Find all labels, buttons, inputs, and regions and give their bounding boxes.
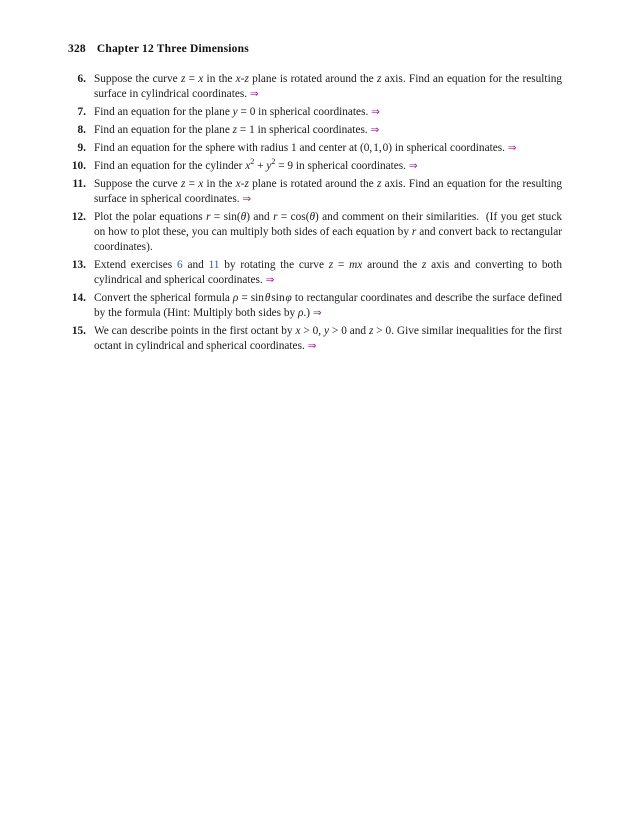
exercise-item — [68, 291, 562, 321]
exercise-item — [68, 210, 562, 255]
exercise-item — [68, 177, 562, 207]
exercise-text: Suppose the curve z = x in the x-z plane is rotated around the z axis. Find an equation for the resulting surface in spherical coordinates. ⇒ — [94, 178, 563, 206]
exercise-item — [68, 141, 562, 156]
exercise-number: 14. — [71, 292, 86, 305]
exercise-text: Plot the polar equations r = sin(θ) and r = cos(θ) and comment on their similarities. (If you get stuck on how to plot these, you can multiply both sides of each equation by r and convert back to rectangular coordinates). — [94, 211, 562, 254]
exercise-number: 10. — [71, 160, 86, 173]
exercise-number: 15. — [71, 325, 86, 338]
exercise-item — [68, 72, 562, 102]
exercise-item — [68, 324, 562, 354]
page-header — [68, 43, 249, 55]
exercise-number: 9. — [77, 142, 86, 155]
exercise-text: Suppose the curve z = x in the x-z plane is rotated around the z axis. Find an equation for the resulting surface in cylindrical coordinates. ⇒ — [94, 73, 563, 101]
chapter-title: Chapter 12 Three Dimensions — [96, 43, 249, 55]
exercise-text: We can describe points in the first octant by x > 0, y > 0 and z > 0. Give similar inequalities for the first octant in cylindrical and spherical coordinates. ⇒ — [94, 325, 562, 353]
exercise-number: 6. — [77, 73, 86, 85]
exercise-item — [68, 258, 562, 288]
exercise-item — [68, 159, 562, 174]
exercise-number: 13. — [71, 259, 86, 272]
exercise-item — [68, 105, 562, 120]
page-number: 328 — [68, 43, 86, 55]
exercise-number: 7. — [77, 106, 86, 119]
exercise-list — [68, 72, 562, 357]
exercise-text: Convert the spherical formula ρ = sin θ sin φ to rectangular coordinates and describe the surface defined by the formula (Hint: Multiply both sides by ρ.) ⇒ — [94, 292, 562, 320]
exercise-text: Find an equation for the plane y = 0 in spherical coordinates. ⇒ — [94, 106, 380, 119]
exercise-text: Extend exercises 6 and 11 by rotating the curve z = mx around the z axis and converting to both cylindrical and spherical coordinates. ⇒ — [94, 259, 562, 287]
exercise-item — [68, 123, 562, 138]
exercise-number: 11. — [72, 178, 86, 191]
exercise-text: Find an equation for the cylinder $x^2 + y^2 = 9$ in spherical coordinates. ⇒ — [94, 157, 418, 173]
exercise-text: Find an equation for the plane z = 1 in spherical coordinates. ⇒ — [94, 124, 380, 137]
exercise-number: 12. — [71, 211, 86, 224]
exercise-text: Find an equation for the sphere with radius 1 and center at (0, 1, 0) in spherical coordinates. ⇒ — [94, 142, 517, 155]
exercise-number: 8. — [77, 124, 86, 137]
